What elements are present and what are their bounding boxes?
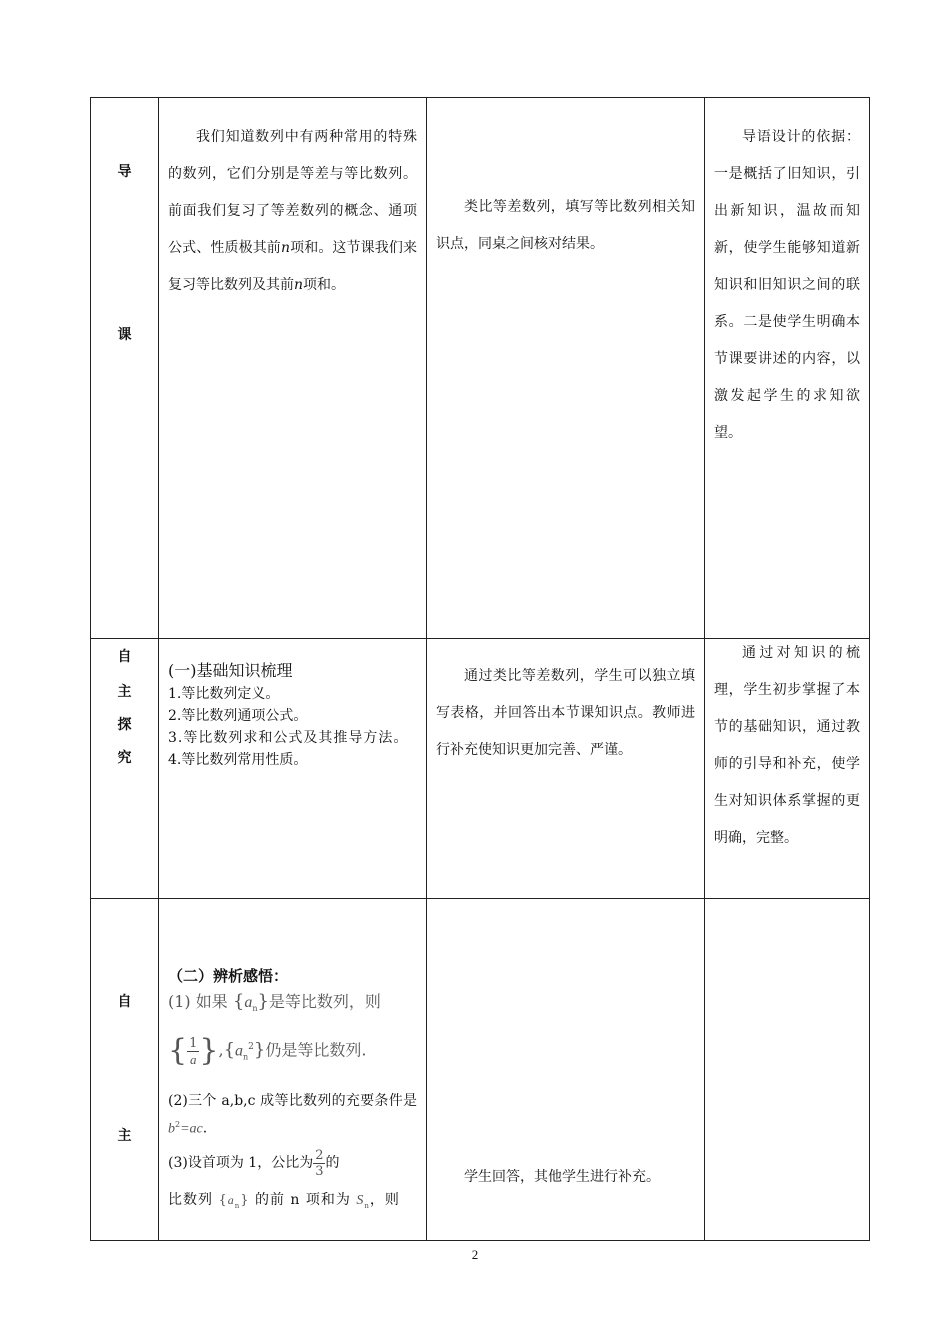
content-cell	[159, 899, 427, 1241]
activity-cell	[427, 98, 705, 639]
row-introduction	[91, 98, 870, 639]
intent-cell	[705, 98, 870, 639]
question-text: ，则	[369, 1192, 400, 1209]
intro-text: 项和。这节课我们来复习等比数列及其前	[168, 240, 418, 293]
question-1-continued: { $\frac{1}{a}$ }$,\{a_n^2\}$仍是等比数列.	[168, 1033, 367, 1069]
content-cell	[159, 98, 427, 639]
knowledge-item: 2.等比数列通项公式。	[168, 708, 308, 724]
question-text: 仍是等比数列.	[265, 1040, 367, 1060]
question-2	[159, 1089, 426, 1142]
stage-cell	[91, 899, 159, 1241]
intro-text: 项和。	[303, 277, 346, 293]
fraction-denominator: 3	[315, 1163, 324, 1179]
ratio-fraction	[313, 1148, 325, 1179]
sum-symbol: S	[356, 1193, 365, 1209]
content-cell	[159, 639, 427, 899]
intent-text: 通过对知识的梳理，学生初步掌握了本节的基础知识，通过教师的引导和补充，使学生对知识体系掌握的更明确，完整。	[714, 645, 860, 846]
superscript-2: 2	[248, 1042, 254, 1053]
stage-char: 究	[117, 750, 132, 766]
intent-cell	[705, 899, 870, 1241]
reciprocal-fraction	[187, 1036, 199, 1067]
question-text: (2)三个 a,b,c 成等比数列的充要条件是	[168, 1092, 417, 1109]
stage-char: 自	[117, 649, 132, 665]
exponent-2: 2	[175, 1119, 181, 1129]
knowledge-item: 4.等比数列常用性质。	[168, 752, 308, 768]
row-self-exploration	[91, 639, 870, 899]
subscript-n: n	[252, 1004, 258, 1014]
question-1: (1) 如果 $\{a_n\}$是等比数列，则	[168, 991, 381, 1014]
math-ac: =ac	[180, 1121, 203, 1137]
fraction-numerator: 2	[315, 1147, 324, 1163]
fraction-numerator: 1	[189, 1035, 198, 1051]
intent-cell	[705, 639, 870, 899]
intro-paragraph	[159, 119, 426, 304]
knowledge-item: 3.等比数列求和公式及其推导方法。	[168, 730, 409, 746]
section-heading: （二）辨析感悟：	[168, 967, 289, 985]
stage-char: 主	[117, 1128, 132, 1144]
row-analysis	[91, 899, 870, 1241]
question-3	[159, 1141, 426, 1185]
question-text: (1) 如果	[168, 992, 228, 1011]
activity-text: 通过类比等差数列，学生可以独立填写表格，并回答出本节课知识点。教师进行补充使知识更加完善、严谨。	[436, 668, 695, 758]
sequence-symbol: a	[244, 994, 253, 1011]
stage-cell	[91, 98, 159, 639]
question-text: 是等比数列，则	[268, 992, 381, 1011]
question-text: (3)设首项为 1，公比为	[168, 1155, 314, 1172]
stage-char: 导	[117, 164, 132, 180]
stage-char: 主	[117, 684, 132, 700]
question-text: 的	[325, 1155, 340, 1172]
activity-text: 学生回答，其他学生进行补充。	[464, 1169, 660, 1185]
stage-char: 探	[117, 717, 132, 733]
intent-text: 导语设计的依据：一是概括了旧知识，引出新知识，温故而知新，使学生能够知道新知识和旧知识之间的联系。二是使学生明确本节课要讲述的内容，以激发起学生的求知欲望。	[714, 129, 860, 441]
question-3-continued: 比数列 $\{a_n\}$ 的前 n 项和为 $S_n$，则	[168, 1192, 400, 1211]
n-variable: n	[280, 240, 290, 256]
intro-text: 我们知道数列中有两种常用的特殊的数列，它们分别是等差与等比数列。前面我们复习了等差数列的概念、通项公式、性质极其前	[168, 129, 417, 256]
activity-cell	[427, 899, 705, 1241]
question-text: 比数列	[168, 1192, 213, 1209]
stage-cell	[91, 639, 159, 899]
math-b: b	[168, 1121, 175, 1137]
question-text: 的前 n 项和为	[254, 1192, 351, 1209]
activity-cell	[427, 639, 705, 899]
knowledge-item: 1.等比数列定义。	[168, 686, 280, 702]
lesson-plan-table	[90, 97, 870, 1241]
page-number: 2	[471, 1247, 479, 1262]
stage-char: 课	[117, 327, 132, 343]
question-text: .	[202, 1120, 208, 1137]
activity-text: 类比等差数列，填写等比数列相关知识点，同桌之间核对结果。	[436, 199, 695, 252]
section-heading: (一)基础知识梳理	[168, 661, 293, 680]
fraction-denominator: a	[189, 1051, 197, 1067]
n-variable: n	[294, 277, 304, 293]
stage-char: 自	[117, 994, 132, 1010]
